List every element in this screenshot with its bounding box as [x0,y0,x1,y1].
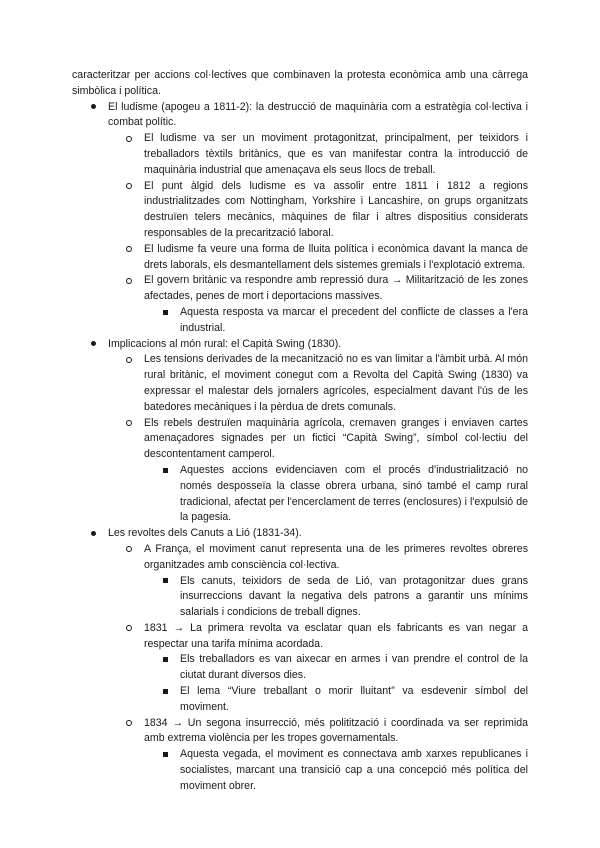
list-item-text: El ludisme fa veure una forma de lluita política i econòmica davant la manca de drets laborals, els desmantellament dels sistemes gremials i l'explotació extrema. [144,242,528,271]
sub-list-item [72,652,528,684]
list-item [72,621,528,653]
sub-list-item-text: Aquesta vegada, el moviment es connectava amb xarxes republicanes i socialistes, marcant una transició cap a una concepció més política del moviment obrer. [180,748,528,792]
intro-paragraph: caracteritzar per accions col·lectives que combinaven la protesta econòmica amb una càrrega simbòlica i política. [72,69,528,97]
bullet-circle-icon [122,242,136,258]
bullet-circle-icon [122,416,136,432]
bullet-dot-icon [86,337,100,353]
sub-list-item [72,684,528,716]
bullet-square-icon [158,305,172,321]
list-item [72,242,528,274]
list-item [72,716,528,748]
list-item-text: Les tensions derivades de la mecanització no es van limitar a l'àmbit urbà. Al món rural britànic, el moviment conegut com a Revolta del Capità Swing (1830) va expressar el malestar dels jornalers agrícoles, especialment davant l'ús de les batedores mecàniques i la pèrdua de drets comunals. [144,353,528,413]
sub-list-item [72,574,528,621]
sub-list-item [72,747,528,794]
section-capita-swing [72,337,528,353]
list-item-text: A França, el moviment canut representa una de les primeres revoltes obreres organitzades amb consciència col·lectiva. [144,542,528,571]
sub-list-item [72,463,528,526]
bullet-circle-icon [122,273,136,289]
bullet-square-icon [158,747,172,763]
bullet-square-icon [158,463,172,479]
list-item-text: El govern britànic va respondre amb repressió dura → Militarització de les zones afectades, penes de mort i deportacions massives. [144,274,528,303]
bullet-dot-icon [86,526,100,542]
section-heading: Implicacions al món rural: el Capità Swing (1830). [108,337,342,350]
list-item [72,416,528,463]
section-heading: El ludisme (apogeu a 1811-2): la destrucció de maquinària com a estratègia col·lectiva i combat polític. [108,100,528,129]
sub-list-item-text: Aquesta resposta va marcar el precedent del conflicte de classes a l'era industrial. [180,305,528,334]
bullet-circle-icon [122,131,136,147]
bullet-circle-icon [122,352,136,368]
list-item-text: 1831 → La primera revolta va esclatar quan els fabricants es van negar a respectar una tarifa mínima acordada. [144,621,528,650]
sub-list-item [72,305,528,337]
section-heading: Les revoltes dels Canuts a Lió (1831-34). [108,527,302,540]
document-body [72,68,528,795]
bullet-circle-icon [122,179,136,195]
list-item-text: 1834 → Un segona insurrecció, més politització i coordinada va ser reprimida amb extrema violència per les tropes governamentals. [144,716,528,745]
bullet-circle-icon [122,716,136,732]
bullet-circle-icon [122,621,136,637]
bullet-square-icon [158,684,172,700]
sub-list-item-text: Els canuts, teixidors de seda de Lió, van protagonitzar dues grans insurreccions davant la negativa dels patrons a garantir uns mínims salarials i condicions de treball dignes. [180,574,528,619]
sub-list-item-text: Aquestes accions evidenciaven com el procés d'industrialització no només desposseïa la classe obrera urbana, sinó també el camp rural tradicional, afectat per l'encerclament de terres (enclosures) i l'expulsió de la pagesia. [180,463,528,524]
sub-list-item-text: Els treballadors es van aixecar en armes i van prendre el control de la ciutat durant diversos dies. [180,653,528,682]
bullet-square-icon [158,574,172,590]
list-item [72,179,528,242]
bullet-circle-icon [122,542,136,558]
list-item-text: Els rebels destruïen maquinària agrícola, cremaven granges i enviaven cartes amenaçadores signades per un fictici “Capità Swing”, símbol col·lectiu del descontentament camperol. [144,416,528,461]
list-item-text: El ludisme va ser un moviment protagonitzat, principalment, per teixidors i treballadors tèxtils britànics, que es van manifestar contra la introducció de maquinària industrial que amenaçava els seus llocs de treball. [144,132,528,176]
list-item [72,131,528,178]
sub-list-item-text: El lema “Viure treballant o morir lluitant” va esdevenir símbol del moviment. [180,685,528,713]
section-canuts-lio [72,526,528,542]
list-item [72,273,528,305]
list-item [72,352,528,415]
list-item-text: El punt àlgid dels ludisme es va assolir entre 1811 i 1812 a regions industrialitzades com Nottingham, Yorkshire i Lancashire, on grups organitzats destruïen telers mecànics, màquines de filar i altres dispositius considerats responsables de la precarització laboral. [144,179,528,239]
bullet-dot-icon [86,100,100,116]
bullet-square-icon [158,652,172,668]
list-item [72,542,528,574]
section-ludisme [72,100,528,132]
